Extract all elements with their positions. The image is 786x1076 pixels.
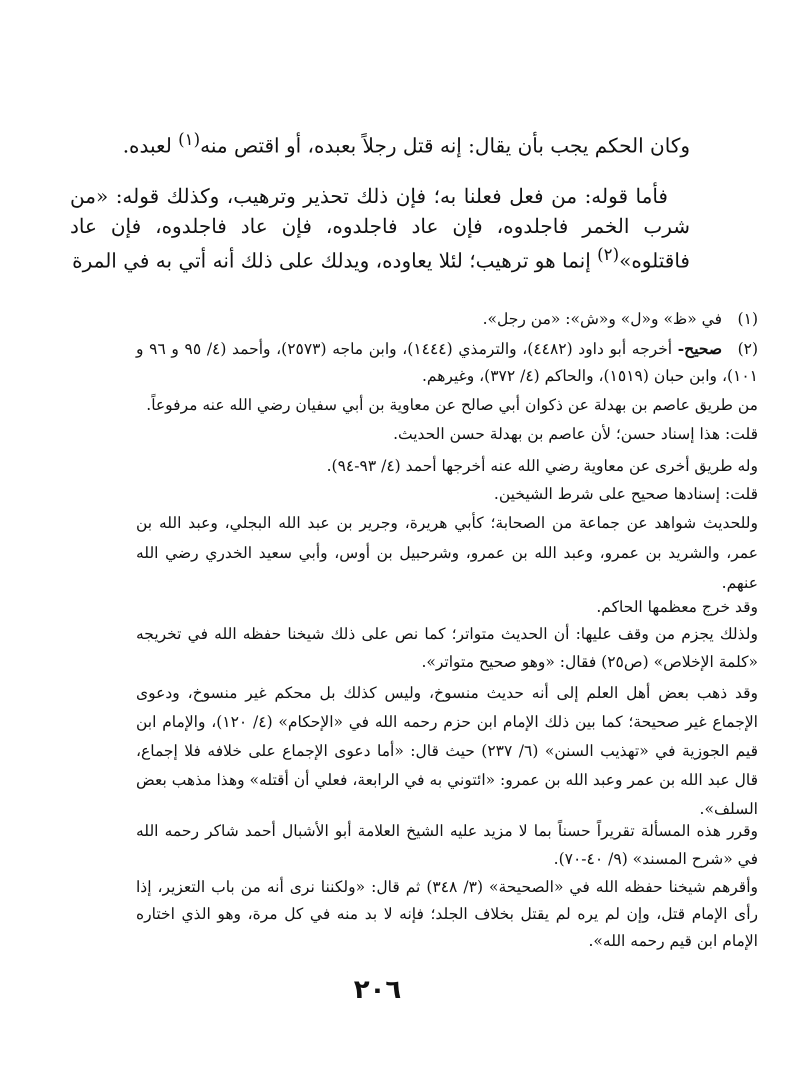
page-number: ٢٠٦: [353, 975, 402, 1005]
footnote-ref-2[interactable]: (٢): [597, 244, 620, 264]
note-chain: من طريق عاصم بن بهدلة عن ذكوان أبي صالح عن معاوية بن أبي سفيان رضي الله عنه مرفوعاً.: [146, 396, 758, 414]
note-abrogation: وقد ذهب بعض أهل العلم إلى أنه حديث منسوخ، وليس كذلك بل محكم غير منسوخ، ودعوى الإجماع غير صحيحة؛ كما بين ذلك الإمام ابن حزم رحمه الله في «الإحكام» (٤/ ١٢٠)، والإمام ابن قيم الجوزية في «تهذيب السنن» (٦/ ٢٣٧) حيث قال: «أما دعوى الإجماع على خلافه فلا إجماع، قال عبد الله بن عمر وعبد الله بن عمرو: «ائتوني به في الرابعة، فعلي أن أقتله» وهذا مذهب بعض السلف».: [136, 684, 758, 818]
note-grading-2: قلت: إسنادها صحيح على شرط الشيخين.: [493, 485, 758, 503]
note-sahihah: وأقرهم شيخنا حفظه الله في «الصحيحة» (٣/ ٣٤٨) ثم قال: «ولكننا نرى أنه من باب التعزير، إذا رأى الإمام قتل، وإن لم يره لم يقتل بخلاف الجلد؛ فإنه لا بد منه في كل مرة، وهو الذي اختاره الإمام ابن قيم رحمه الله».: [136, 878, 758, 950]
main-paragraph-1: وكان الحكم يجب بأن يقال: إنه قتل رجلاً بعبده، أو اقتص منه$^{(١)}$ لعبده.: [122, 130, 690, 158]
footnote-2: (٢)صحيح- أخرجه أبو داود (٤٤٨٢)، والترمذي (١٤٤٤)، وابن ماجه (٢٥٧٣)، وأحمد (٤/ ٩٥ و ٩٦ و ١٠١)، وابن حبان (١٥١٩)، والحاكم (٤/ ٣٧٢)، وغيرهم.: [136, 339, 759, 385]
note-hakim: وقد خرج معظمها الحاكم.: [596, 598, 758, 616]
note-mutawatir: ولذلك يجزم من وقف عليها: أن الحديث متواتر؛ كما نص على ذلك شيخنا حفظه الله في تخريجه «كلمة الإخلاص» (ص٢٥) فقال: «وهو صحيح متواتر».: [136, 625, 758, 672]
note-grading: قلت: هذا إسناد حسن؛ لأن عاصم بن بهدلة حسن الحديث.: [393, 425, 758, 443]
note-witnesses: وللحديث شواهد عن جماعة من الصحابة؛ كأبي هريرة، وجرير بن عبد الله البجلي، وعبد الله بن عمر، والشريد بن عمرو، وعبد الله بن عمرو، وشرحبيل بن أوس، وأبي سعيد الخدري رضي الله عنهم.: [136, 514, 758, 593]
footnote-ref-1[interactable]: (١): [178, 130, 201, 149]
footnote-1: (١)في «ظ» و«ل» و«ش»: «من رجل».: [482, 310, 758, 328]
main-paragraph-2: فأما قوله: من فعل فعلنا به؛ فإن ذلك تحذير وترهيب، وكذلك قوله: «من شرب الخمر فاجلدوه، فإن عاد فاجلدوه، فإن عاد فاجلدوه، فإن عاد فاقتلوه»$^{(٢)}$ إنما هو ترهيب؛ لئلا يعاوده، ويدلك على ذلك أنه أتي به في المرة: [70, 184, 690, 273]
note-other-route: وله طريق أخرى عن معاوية رضي الله عنه أخرجها أحمد (٤/ ٩٣-٩٤).: [326, 457, 758, 475]
note-shakir: وقرر هذه المسألة تقريراً حسناً بما لا مزيد عليه الشيخ العلامة أبو الأشبال أحمد شاكر رحمه الله في «شرح المسند» (٩/ ٤٠-٧٠).: [136, 822, 758, 868]
